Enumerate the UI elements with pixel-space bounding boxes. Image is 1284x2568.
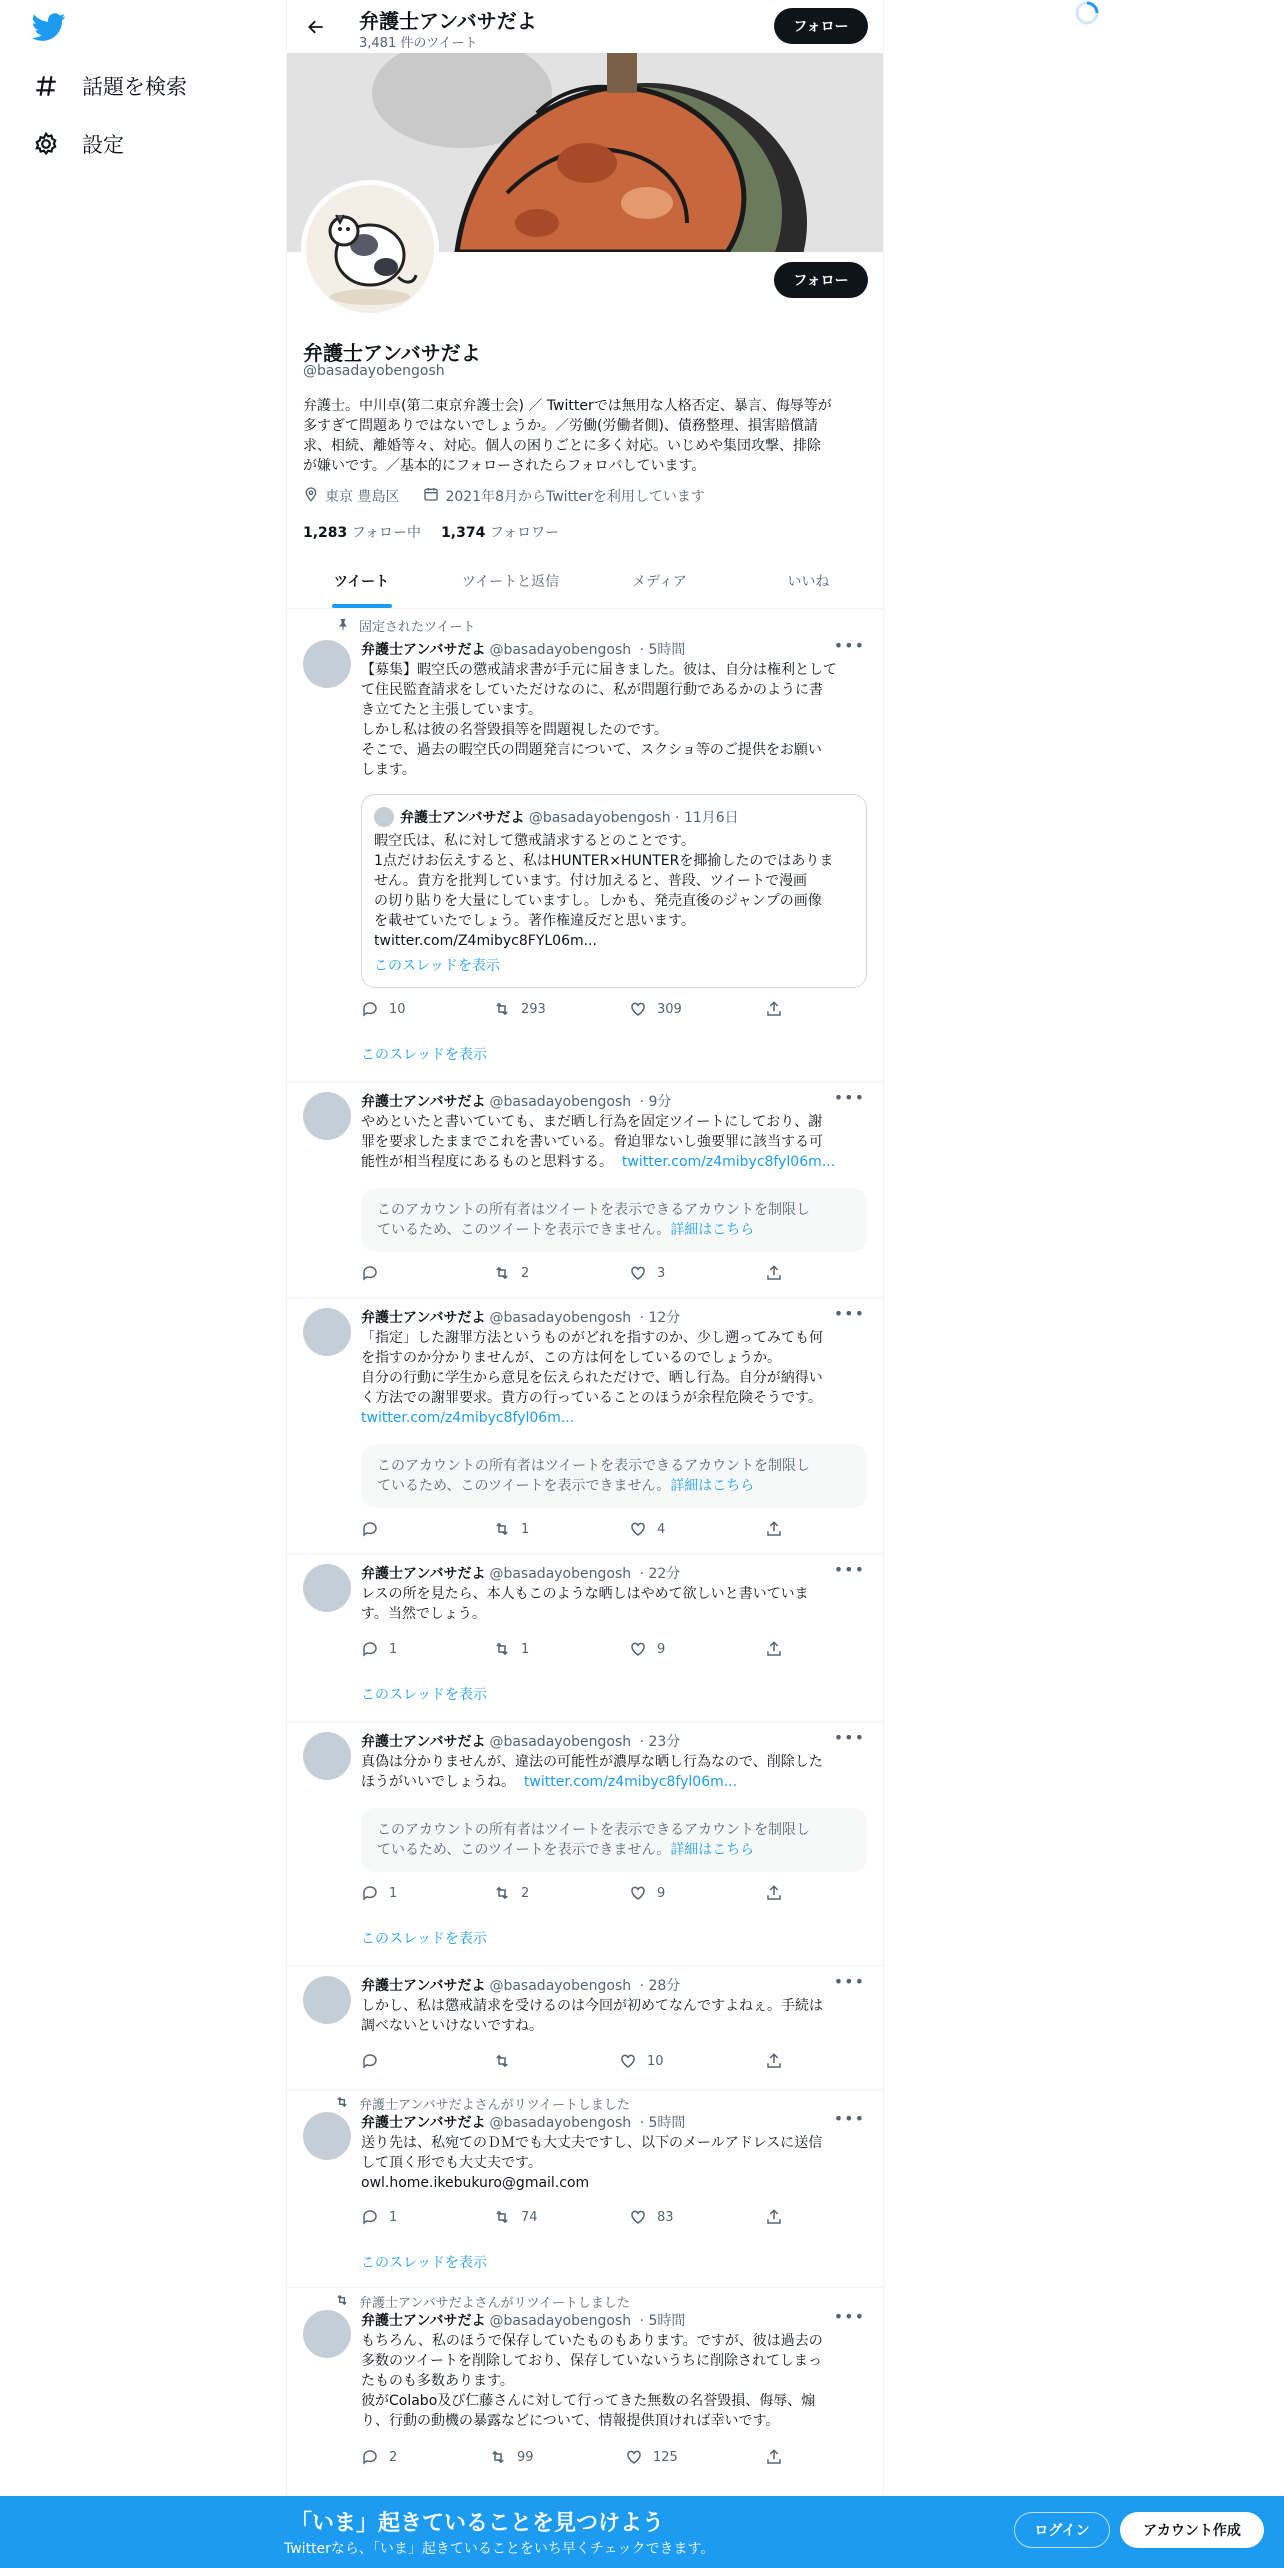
profile-avatar[interactable] (301, 180, 439, 318)
tweet[interactable]: 弁護士アンバサだよさんがリツイートしました 弁護士アンバサだよ @basadayobengosh · 5時間 ••• もちろん、私のほうで保存していたものもあります。ですが、彼は過去の 多数のツイートを削除しており、保存していないうちに削除されてしまっ たものも多数あります。 彼がColabo及び仁藤さんに対して行ってきた無数の名誉毀損、侮辱、煽 り、行動の動機の暴露などについて、情報提供頂ければ幸いです。 2 99 125 (287, 2288, 883, 2498)
retweet-button[interactable]: 1 (493, 1640, 529, 1658)
twitter-logo-icon[interactable] (32, 10, 66, 44)
tweet-author-name[interactable]: 弁護士アンバサだよ (361, 1310, 486, 1326)
reply-button[interactable]: 1 (361, 1884, 397, 1902)
retweet-button[interactable]: 99 (489, 2448, 534, 2466)
tweet-author-handle[interactable]: @basadayobengosh (489, 1094, 632, 1110)
heart-icon (625, 2448, 643, 2466)
like-button[interactable]: 3 (629, 1264, 665, 1282)
retweet-button[interactable]: 1 (493, 1520, 529, 1538)
heart-icon (629, 1520, 647, 1538)
gear-icon (30, 128, 62, 160)
retweet-icon (493, 1884, 511, 1902)
profile-handle: @basadayobengosh (303, 363, 445, 379)
avatar[interactable] (303, 1732, 351, 1780)
tweet-actions (361, 2052, 791, 2072)
reply-button[interactable] (361, 2052, 389, 2070)
more-icon[interactable]: ••• (833, 2307, 865, 2326)
share-button[interactable] (765, 2448, 783, 2466)
like-button[interactable]: 9 (629, 1640, 665, 1658)
avatar[interactable] (303, 1092, 351, 1140)
like-button[interactable]: 125 (625, 2448, 678, 2466)
retweeted-by-label[interactable]: 弁護士アンバサだよさんがリツイートしました (359, 2098, 630, 2113)
tweet-time[interactable]: 12分 (648, 1310, 681, 1326)
retweet-button[interactable]: 293 (493, 1000, 546, 1018)
followers-link[interactable]: 1,374 フォロワー (441, 525, 560, 541)
pinned-label: 固定されたツイート (359, 620, 476, 635)
tweet-actions (361, 1520, 791, 1540)
profile-meta (303, 486, 705, 506)
learn-more-link[interactable]: 詳細はこちら (670, 1222, 755, 1238)
avatar[interactable] (303, 1976, 351, 2024)
tweet-time[interactable]: 9分 (648, 1094, 672, 1110)
reply-icon (361, 1520, 379, 1538)
heart-icon (629, 1000, 647, 1018)
heart-icon (629, 1640, 647, 1658)
tweet[interactable]: 弁護士アンバサだよさんがリツイートしました 弁護士アンバサだよ @basadayobengosh · 5時間 ••• 送り先は、私宛てのＤＭでも大丈夫ですし、以下のメールアドレスに送信 して頂く形でも大丈夫です。 owl.home.ikebukuro@gmail.com 1 74 83 このスレッドを表示 (287, 2090, 883, 2288)
tweet-text: 「指定」した謝罪方法というものがどれを指すのか、少し遡ってみても何 を指すのか分かりませんが、この方は何をしているのでしょうか。 自分の行動に学生から意見を伝えられただけで、晒し行為。自分が納得い く方法での謝罪要求。貴方の行っていることのほうが余程危険そうです。 twitter.com/z4mibyc8fyl06m... (361, 1328, 867, 1428)
bottom-bar-subtitle: Twitterなら、「いま」起きていることをいち早くチェックできます。 (284, 2541, 715, 2557)
tweet-text: しかし、私は懲戒請求を受けるのは今回が初めてなんですよねぇ。手続は 調べないといけないですね。 (361, 1998, 823, 2034)
pin-icon (333, 618, 349, 634)
learn-more-link[interactable]: 詳細はこちら (670, 1842, 755, 1858)
heart-icon (619, 2052, 637, 2070)
login-button[interactable]: ログイン (1014, 2512, 1110, 2548)
retweet-button[interactable]: 74 (493, 2208, 538, 2226)
tweet-text: レスの所を見たら、本人もこのような晒しはやめて欲しいと書いていま す。当然でしょう。 (361, 1586, 809, 1622)
tweet[interactable]: 弁護士アンバサだよ @basadayobengosh · 28分 ••• しかし、私は懲戒請求を受けるのは今回が初めてなんですよねぇ。手続は 調べないといけないですね。 10 (287, 1966, 883, 2090)
more-icon[interactable]: ••• (833, 1972, 865, 1991)
profile-timeline (286, 0, 884, 2568)
tweet-actions (361, 1884, 791, 1904)
quote-link[interactable]: twitter.com/Z4mibyc8FYL06m... (374, 933, 597, 949)
retweet-button[interactable]: 2 (493, 1264, 529, 1282)
tweet-context (333, 2292, 630, 2311)
reply-icon (361, 1640, 379, 1658)
share-icon (765, 1000, 783, 1018)
tweet-time[interactable]: 23分 (648, 1734, 681, 1750)
tweet-author-handle[interactable]: @basadayobengosh (489, 1310, 632, 1326)
like-button[interactable]: 309 (629, 1000, 682, 1018)
like-button[interactable]: 10 (619, 2052, 664, 2070)
tweet-author-handle[interactable]: @basadayobengosh (489, 2115, 632, 2131)
heart-icon (629, 2208, 647, 2226)
show-thread-link[interactable]: このスレッドを表示 (361, 1047, 487, 1063)
bottom-bar-title: 「いま」起きていることを見つけよう (290, 2511, 665, 2536)
tweet-author-handle[interactable]: @basadayobengosh (489, 2313, 632, 2329)
tweet-text: やめといたと書いていても、まだ晒し行為を固定ツイートにしており、謝 罪を要求したままでこれを書いている。脅迫罪ないし強要罪に該当する可 能性が相当程度にあるものと思料する。 twitter.com/z4mibyc8fyl06m... (361, 1114, 836, 1170)
tweet[interactable]: 弁護士アンバサだよ @basadayobengosh · 9分 ••• やめといたと書いていても、まだ晒し行為を固定ツイートにしており、謝 罪を要求したままでこれを書いている。脅迫罪ないし強要罪に該当する可 能性が相当程度にあるものと思料する。 twitter.com/z4mibyc8fyl06m... このアカウントの所有者はツイートを表示できるアカウントを制限し ているため、このツイートを表示できません。詳細はこちら 2 3 (287, 1082, 883, 1298)
learn-more-link[interactable]: 詳細はこちら (670, 1478, 755, 1494)
tweet-text: 送り先は、私宛てのＤＭでも大丈夫ですし、以下のメールアドレスに送信 して頂く形でも大丈夫です。 owl.home.ikebukuro@gmail.com (361, 2135, 823, 2191)
tweet-author-name[interactable]: 弁護士アンバサだよ (361, 1094, 486, 1110)
share-button[interactable] (765, 2208, 783, 2226)
like-button[interactable]: 4 (629, 1520, 665, 1538)
retweeted-by-label[interactable]: 弁護士アンバサだよさんがリツイートしました (359, 2296, 630, 2311)
retweet-icon (489, 2448, 507, 2466)
signup-button[interactable]: アカウント作成 (1120, 2512, 1264, 2548)
quote-avatar (374, 807, 394, 827)
share-icon (765, 1520, 783, 1538)
reply-button[interactable]: 1 (361, 1640, 397, 1658)
tweet-actions (361, 1640, 791, 1660)
tweet-context (333, 2094, 630, 2113)
like-button[interactable]: 83 (629, 2208, 674, 2226)
retweet-icon (493, 2208, 511, 2226)
retweet-icon (333, 2293, 349, 2311)
location-pin-icon (303, 486, 319, 506)
tweet-text: もちろん、私のほうで保存していたものもあります。ですが、彼は過去の 多数のツイートを削除しており、保存していないうちに削除されてしまっ たものも多数あります。 彼がColabo及び仁藤さんに対して行ってきた無数の名誉毀損、侮辱、煽 り、行動の動機の暴露などについて、情報提供頂ければ幸いです。 (361, 2333, 823, 2429)
tweet[interactable]: 弁護士アンバサだよ @basadayobengosh · 23分 ••• 真偽は分かりませんが、違法の可能性が濃厚な晒し行為なので、削除した ほうがいいでしょうね。 twitter.com/z4mibyc8fyl06m... このアカウントの所有者はツイートを表示できるアカウントを制限し ているため、このツイートを表示できません。詳細はこちら 1 2 9 このスレッドを表示 (287, 1722, 883, 1966)
reply-button[interactable]: 2 (361, 2448, 397, 2466)
withheld-notice: このアカウントの所有者はツイートを表示できるアカウントを制限し ているため、このツイートを表示できません。詳細はこちら (361, 1444, 867, 1508)
retweet-icon (493, 1520, 511, 1538)
profile-name: 弁護士アンバサだよ (303, 341, 481, 365)
avatar[interactable] (303, 1564, 351, 1612)
calendar-icon (423, 486, 439, 506)
reply-icon (361, 1000, 379, 1018)
like-button[interactable]: 9 (629, 1884, 665, 1902)
tweet-author-name[interactable]: 弁護士アンバサだよ (361, 2313, 486, 2329)
share-button[interactable] (765, 1000, 783, 1018)
retweet-icon (493, 1264, 511, 1282)
show-thread-link[interactable]: このスレッドを表示 (361, 2255, 487, 2271)
retweet-icon (493, 1000, 511, 1018)
profile-joined: 2021年8月からTwitterを利用しています (445, 489, 705, 505)
tab-tweets[interactable]: ツイート (287, 556, 436, 608)
header-follow-button[interactable]: フォロー (774, 8, 868, 44)
profile-follow-stats (303, 522, 559, 542)
header-title: 弁護士アンバサだよ (359, 9, 537, 33)
more-icon[interactable]: ••• (833, 636, 865, 655)
quoted-tweet[interactable]: 弁護士アンバサだよ @basadayobengosh · 11月6日 暇空氏は、私に対して懲戒請求するとのことです。 1点だけお伝えすると、私はHUNTER×HUNTERを揶揄したのではありま せん。貴方を批判しています。付け加えると、普段、ツイートで漫画 の切り貼りを大量にしていますし。しかも、発売直後のジャンプの画像 を載せていたでしょう。著作権違反だと思います。 twitter.com/Z4mibyc8FYL06m... このスレッドを表示 (361, 794, 867, 988)
tab-media[interactable]: メディア (632, 574, 687, 590)
hashtag-icon (30, 70, 62, 102)
tweet[interactable]: 弁護士アンバサだよ @basadayobengosh · 12分 ••• 「指定」した謝罪方法というものがどれを指すのか、少し遡ってみても何 を指すのか分かりませんが、この方は何をしているのでしょうか。 自分の行動に学生から意見を伝えられただけで、晒し行為。自分が納得い く方法での謝罪要求。貴方の行っていることのほうが余程危険そうです。 twitter.com/z4mibyc8fyl06m... このアカウントの所有者はツイートを表示できるアカウントを制限し ているため、このツイートを表示できません。詳細はこちら 1 4 (287, 1298, 883, 1554)
profile-header-bar (287, 0, 883, 53)
tweet-time[interactable]: 5時間 (648, 642, 686, 658)
profile-tabs (287, 556, 883, 609)
tweet-actions (361, 1000, 791, 1020)
withheld-notice: このアカウントの所有者はツイートを表示できるアカウントを制限し ているため、このツイートを表示できません。詳細はこちら (361, 1188, 867, 1252)
tweet-context (333, 616, 475, 635)
back-arrow-icon[interactable] (301, 12, 331, 42)
profile-bio: 弁護士。中川卓(第二東京弁護士会) ／ Twitterでは無用な人格否定、暴言、侮辱等が 多すぎて問題ありではないでしょうか。／労働(労働者側)、債務整理、損害賠償請 求、相続、離婚等々、対応。個人の困りごとに多く対応。いじめや集団攻撃、排除 が嫌いです。／基本的にフォローされたらフォロバしています。 (303, 398, 832, 474)
share-icon (765, 1264, 783, 1282)
login-prompt-bar (0, 2496, 1284, 2568)
heart-icon (629, 1264, 647, 1282)
nav-explore[interactable] (30, 62, 187, 110)
tweet-actions (361, 1264, 791, 1284)
avatar[interactable] (303, 2112, 351, 2160)
reply-icon (361, 2448, 379, 2466)
tweet-text: 真偽は分かりませんが、違法の可能性が濃厚な晒し行為なので、削除した ほうがいいでしょうね。 twitter.com/z4mibyc8fyl06m... (361, 1754, 823, 1790)
retweet-button[interactable] (493, 2052, 521, 2070)
tweet-author-name[interactable]: 弁護士アンバサだよ (361, 1978, 486, 1994)
reply-button[interactable]: 1 (361, 2208, 397, 2226)
share-icon (765, 2448, 783, 2466)
avatar[interactable] (303, 1308, 351, 1356)
more-icon[interactable]: ••• (833, 1088, 865, 1107)
profile-follow-button[interactable]: フォロー (774, 262, 868, 298)
retweet-icon (493, 2052, 511, 2070)
tweet-actions (361, 2448, 791, 2468)
left-nav (0, 0, 286, 2500)
share-button[interactable] (765, 1884, 783, 1902)
reply-icon (361, 2208, 379, 2226)
quote-text: 暇空氏は、私に対して懲戒請求するとのことです。 1点だけお伝えすると、私はHUNTER×HUNTERを揶揄したのではありま せん。貴方を批判しています。付け加えると、普段、ツイートで漫画 の切り貼りを大量にしていますし。しかも、発売直後のジャンプの画像 を載せていたでしょう。著作権違反だと思います。 twitter.com/Z4mibyc8FYL06m... (374, 831, 858, 951)
more-icon[interactable]: ••• (833, 1560, 865, 1579)
share-icon (765, 1884, 783, 1902)
tweet-author-handle[interactable]: @basadayobengosh (489, 642, 632, 658)
tweet-author-handle[interactable]: @basadayobengosh (489, 1978, 632, 1994)
profile-location: 東京 豊島区 (325, 489, 400, 505)
tweet[interactable]: 弁護士アンバサだよ @basadayobengosh · 22分 ••• レスの所を見たら、本人もこのような晒しはやめて欲しいと書いていま す。当然でしょう。 1 1 9 このスレッドを表示 (287, 1554, 883, 1722)
tweet-text: 【募集】暇空氏の懲戒請求書が手元に届きました。彼は、自分は権利として て住民監査請求をしていただけなのに、私が問題行動であるかのように書 き立てたと主張しています。 しかし私は彼の名誉毀損等を問題視したのです。 そこで、過去の暇空氏の問題発言について、スクショ等のご提供をお願い します。 (361, 662, 837, 778)
tweet-link[interactable]: twitter.com/z4mibyc8fyl06m... (523, 1774, 738, 1790)
tweet-time[interactable]: 5時間 (648, 2313, 686, 2329)
retweet-button[interactable]: 2 (493, 1884, 529, 1902)
share-button[interactable] (765, 1520, 783, 1538)
share-icon (765, 1640, 783, 1658)
tweet-link[interactable]: twitter.com/z4mibyc8fyl06m... (621, 1154, 836, 1170)
heart-icon (629, 1884, 647, 1902)
tweet-author-handle[interactable]: @basadayobengosh (489, 1734, 632, 1750)
more-icon[interactable]: ••• (833, 2109, 865, 2128)
more-icon[interactable]: ••• (833, 1728, 865, 1747)
tweet-author-name[interactable]: 弁護士アンバサだよ (361, 2115, 486, 2131)
share-button[interactable] (765, 1640, 783, 1658)
nav-settings-label: 設定 (82, 133, 124, 157)
header-tweet-count: 3,481 件のツイート (359, 36, 478, 51)
tweet-actions (361, 2208, 791, 2228)
following-link[interactable]: 1,283 フォロー中 (303, 525, 422, 541)
share-button[interactable] (765, 1264, 783, 1282)
show-thread-link[interactable]: このスレッドを表示 (361, 1931, 487, 1947)
avatar[interactable] (303, 640, 351, 688)
loading-spinner-icon (1074, 0, 1100, 26)
share-button[interactable] (765, 2052, 783, 2070)
tweet-author-handle[interactable]: @basadayobengosh (489, 1566, 632, 1582)
nav-explore-label: 話題を検索 (82, 75, 187, 99)
reply-button[interactable] (361, 1264, 389, 1282)
avatar[interactable] (303, 2310, 351, 2358)
reply-icon (361, 2052, 379, 2070)
tab-likes[interactable]: いいね (787, 574, 830, 590)
quote-show-thread-link[interactable]: このスレッドを表示 (374, 958, 500, 974)
tweet-author-name[interactable]: 弁護士アンバサだよ (361, 642, 486, 658)
tweet-time[interactable]: 22分 (648, 1566, 681, 1582)
tweet[interactable]: 固定されたツイート 弁護士アンバサだよ @basadayobengosh · 5時間 ••• 【募集】暇空氏の懲戒請求書が手元に届きました。彼は、自分は権利として て住民監査請求をしていただけなのに、私が問題行動であるかのように書 き立てたと主張しています。 しかし私は彼の名誉毀損等を問題視したのです。 そこで、過去の暇空氏の問題発言について、スクショ等のご提供をお願い します。 弁護士アンバサだよ @basadayobengosh · 11月6日 暇空氏は、私に対して懲戒請求するとのことです。 1点だけお伝えすると、私はHUNTER×HUNTERを揶揄したのではありま せん。貴方を批判しています。付け加えると、普段、ツイートで漫画 の切り貼りを大量にしていますし。しかも、発売直後のジャンプの画像 を載せていたでしょう。著作権違反だと思います。 twitter.com/Z4mibyc8FYL06m... このスレッドを表示 10 293 309 このスレッドを表示 (287, 610, 883, 1082)
withheld-notice: このアカウントの所有者はツイートを表示できるアカウントを制限し ているため、このツイートを表示できません。詳細はこちら (361, 1808, 867, 1872)
more-icon[interactable]: ••• (833, 1304, 865, 1323)
reply-button[interactable] (361, 1520, 389, 1538)
reply-icon (361, 1264, 379, 1282)
retweet-icon (333, 2095, 349, 2113)
show-thread-link[interactable]: このスレッドを表示 (361, 1687, 487, 1703)
tweet-time[interactable]: 5時間 (648, 2115, 686, 2131)
tweet-link[interactable]: twitter.com/z4mibyc8fyl06m... (361, 1410, 575, 1426)
tweet-author-name[interactable]: 弁護士アンバサだよ (361, 1566, 486, 1582)
reply-button[interactable]: 10 (361, 1000, 406, 1018)
share-icon (765, 2208, 783, 2226)
share-icon (765, 2052, 783, 2070)
reply-icon (361, 1884, 379, 1902)
retweet-icon (493, 1640, 511, 1658)
tweet-author-name[interactable]: 弁護士アンバサだよ (361, 1734, 486, 1750)
nav-settings[interactable] (30, 120, 124, 168)
tweet-time[interactable]: 28分 (648, 1978, 681, 1994)
tab-tweets-and-replies[interactable]: ツイートと返信 (461, 574, 560, 590)
